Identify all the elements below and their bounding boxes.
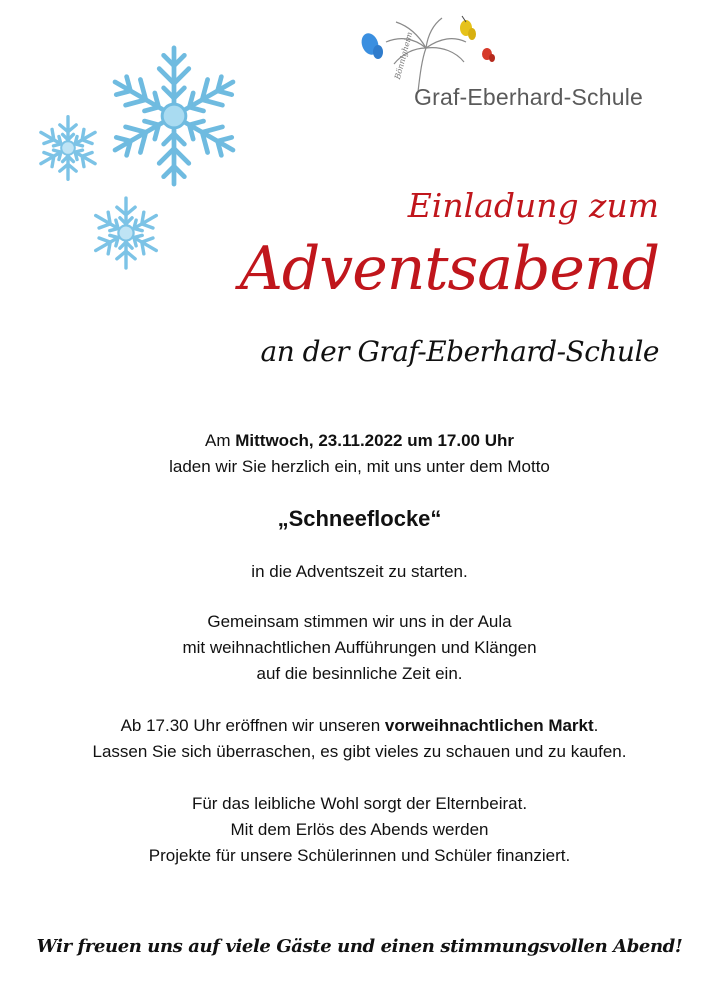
aula-paragraph	[0, 609, 719, 687]
market-paragraph	[0, 713, 719, 765]
snowflake-icon-medium	[88, 195, 164, 271]
intro-line-1	[0, 428, 719, 454]
start-line: in die Adventszeit zu starten.	[251, 562, 468, 581]
food-line-3: Projekte für unsere Schülerinnen und Schüler finanziert.	[148, 846, 571, 865]
heading-adventsabend: Adventsabend	[239, 234, 659, 304]
food-line-1: Für das leibliche Wohl sorgt der Elternbeirat.	[191, 794, 528, 813]
butterfly-red-icon	[482, 48, 495, 62]
event-date: Mittwoch, 23.11.2022 um 17.00 Uhr	[235, 431, 514, 450]
snowflake-icon-small	[34, 114, 102, 182]
heading-school: an der Graf-Eberhard-Schule	[260, 335, 659, 368]
food-paragraph	[0, 791, 719, 869]
intro-am: Am	[205, 431, 231, 450]
market-prefix: Ab 17.30 Uhr eröffnen wir unseren	[120, 716, 381, 735]
heading-einladung: Einladung zum	[407, 186, 659, 225]
market-name: vorweihnachtlichen Markt	[384, 716, 594, 735]
intro-paragraph	[0, 428, 719, 480]
aula-line-3: auf die besinnliche Zeit ein.	[256, 664, 463, 683]
snowflake-icon-large	[100, 42, 248, 190]
intro-line-2: laden wir Sie herzlich ein, mit uns unter dem Motto	[169, 457, 550, 476]
aula-line-1: Gemeinsam stimmen wir uns in der Aula	[207, 612, 512, 631]
butterfly-blue-icon	[359, 31, 383, 59]
logo-signature: Bönnigheim	[393, 30, 415, 81]
motto: „Schneeflocke“	[277, 506, 442, 531]
market-line-2: Lassen Sie sich überraschen, es gibt vieles zu schauen und zu kaufen.	[92, 742, 627, 761]
logo-school-name: Graf-Eberhard-Schule	[414, 84, 643, 110]
closing-line: Wir freuen uns auf viele Gäste und einen stimmungsvollen Abend!	[36, 936, 683, 957]
market-suffix: .	[593, 716, 599, 735]
butterfly-yellow-icon	[460, 16, 476, 40]
market-line-1	[0, 713, 719, 739]
aula-line-2: mit weihnachtlichen Aufführungen und Klängen	[182, 638, 537, 657]
food-line-2: Mit dem Erlös des Abends werden	[230, 820, 489, 839]
